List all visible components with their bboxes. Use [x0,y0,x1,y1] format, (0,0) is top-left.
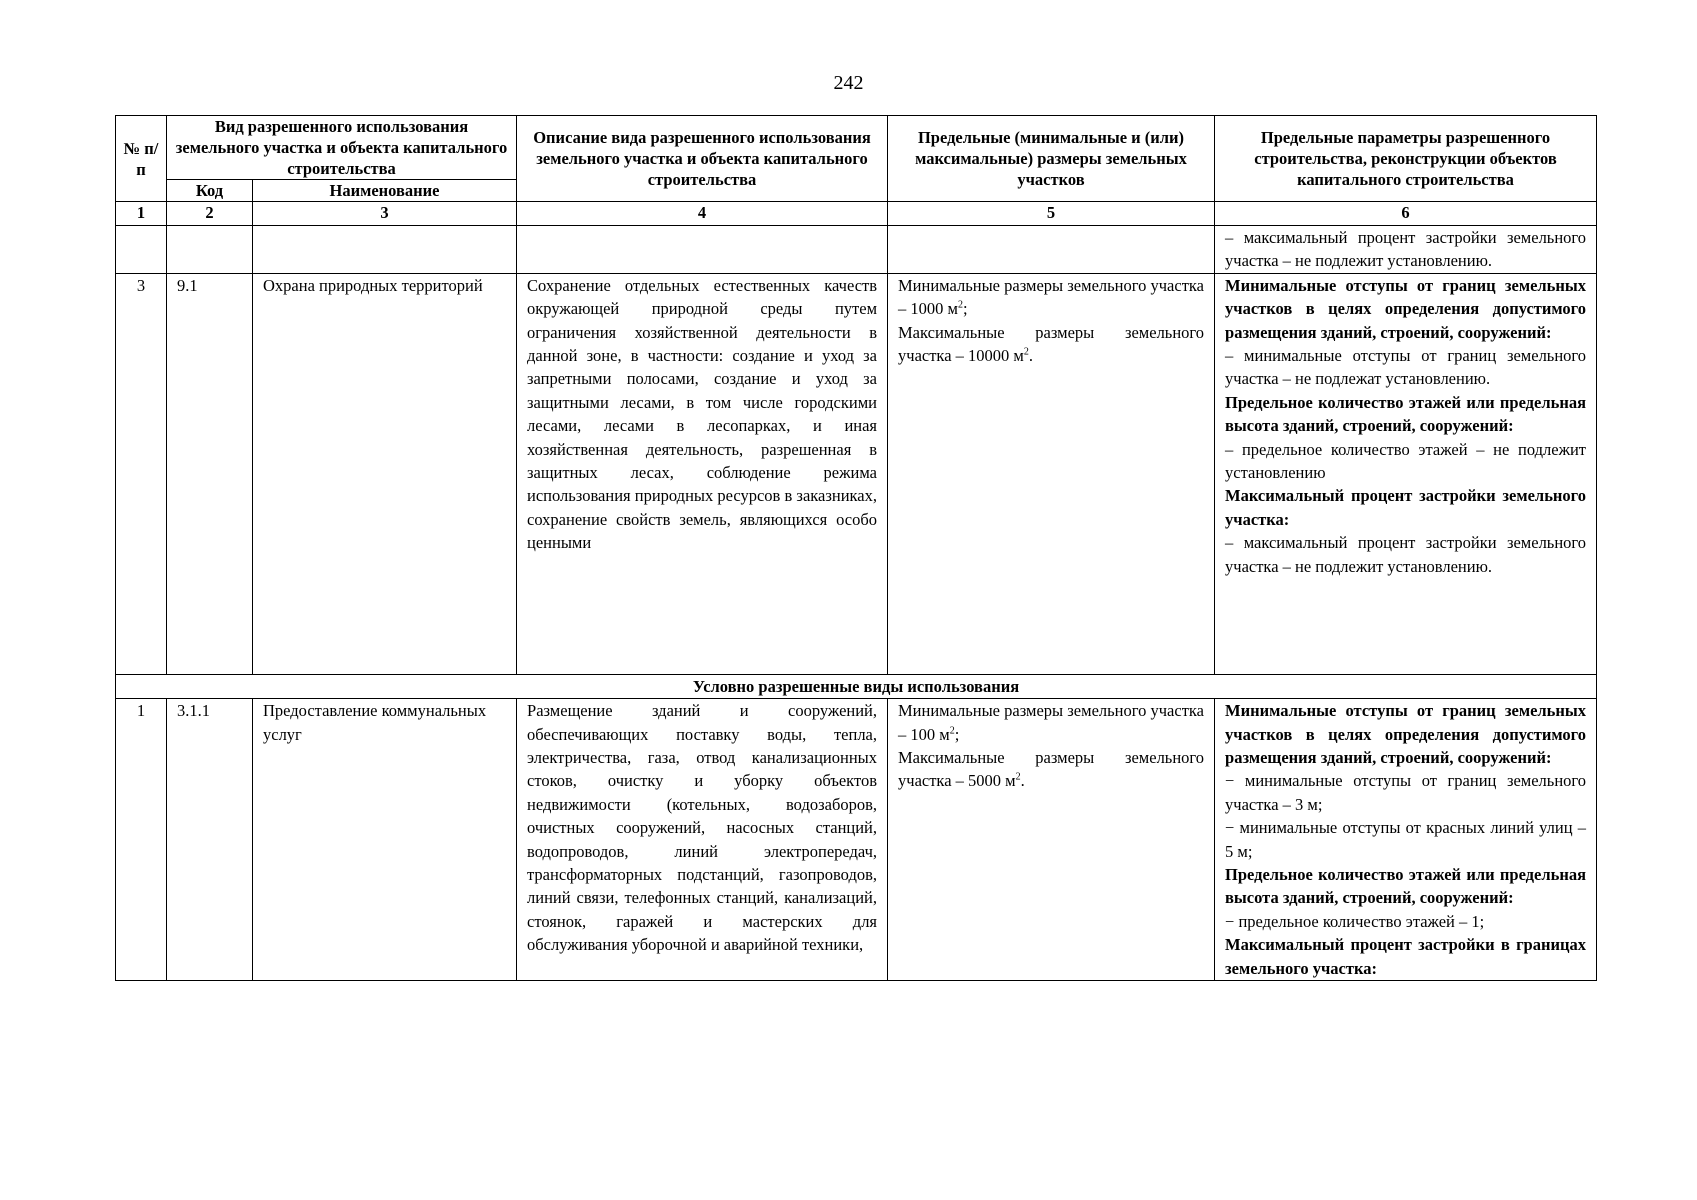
cell-description: Сохранение отдельных естественных качеств окружающей природной среды путем ограничения хозяйственной деятельности в данной зоне, в частности: создание и уход за запретными полосами, создание и уход за защитными лесами, в том числе городскими лесами, лесами в лесопарках, и иная хозяйственная деятельность, разрешенная в защитных лесах, соблюдение режима использования природных ресурсов в заказниках, сохранение свойств земель, являющихся особо ценными [517,273,888,674]
header-num: № п/п [116,116,167,202]
header-code: Код [167,180,253,202]
cell-code: 3.1.1 [167,699,253,981]
cell-name: Охрана природных территорий [253,273,517,674]
cell-name [253,226,517,274]
size-max: Максимальные размеры земельного участка – 5000 $м^2$. [898,748,1205,791]
table-row [116,699,1597,981]
column-number: 1 [116,202,167,226]
table-row [116,273,1597,674]
cell-num: 1 [116,699,167,981]
cell-params [1215,699,1597,981]
page-number: 242 [833,72,864,94]
cell-description [517,226,888,274]
cell-num: 3 [116,273,167,674]
param-text: – максимальный процент застройки земельного участка – не подлежит установлению. [1225,533,1587,576]
cell-sizes [888,699,1215,981]
column-number: 5 [888,202,1215,226]
size-min: Минимальные размеры земельного участка – 100 $м^2$; [898,701,1205,744]
table-row [116,226,1597,274]
param-heading: Предельное количество этажей или предельная высота зданий, строений, сооружений: [1225,392,1587,436]
size-min: Минимальные размеры земельного участка – 1000 $м^2$; [898,275,1205,319]
section-title: Условно разрешенные виды использования [116,674,1597,698]
section-row [116,674,1597,698]
param-text: − минимальные отступы от красных линий улиц – 5 м; [1225,818,1587,861]
column-number: 3 [253,202,517,226]
header-plot-sizes: Предельные (минимальные и (или) максимальные) размеры земельных участков [888,116,1215,202]
header-construction-params: Предельные параметры разрешенного строительства, реконструкции объектов капитального строительства [1215,116,1597,202]
column-number: 4 [517,202,888,226]
header-row-top [116,116,1597,180]
land-use-regulations-table [115,115,1597,981]
cell-params [1215,273,1597,674]
header-description: Описание вида разрешенного использования земельного участка и объекта капитального строительства [517,116,888,202]
cell-sizes [888,273,1215,674]
param-text: – минимальные отступы от границ земельного участка – не подлежат установлению. [1225,346,1587,389]
cell-code: 9.1 [167,273,253,674]
param-heading: Минимальные отступы от границ земельных участков в целях определения допустимого размещения зданий, строений, сооружений: [1225,701,1587,768]
cell-description: Размещение зданий и сооружений, обеспечивающих поставку воды, тепла, электричества, газа, отвод канализационных стоков, очистку и уборку объектов недвижимости (котельных, водозаборов, очистных сооружений, насосных станций, водопроводов, линий электропередач, трансформаторных подстанций, газопроводов, линий связи, телефонных станций, канализаций, стоянок, гаражей и мастерских для обслуживания уборочной и аварийной техники, [517,699,888,981]
cell-params: – максимальный процент застройки земельного участка – не подлежит установлению. [1215,226,1597,274]
param-heading: Максимальный процент застройки в границах земельного участка: [1225,935,1587,978]
param-text: − предельное количество этажей – 1; [1225,911,1485,931]
param-text: – предельное количество этажей – не подлежит установлению [1225,439,1587,483]
param-heading: Предельное количество этажей или предельная высота зданий, строений, сооружений: [1225,865,1587,908]
column-number: 2 [167,202,253,226]
param-heading: Минимальные отступы от границ земельных участков в целях определения допустимого размещения зданий, строений, сооружений: [1225,275,1587,342]
cell-code [167,226,253,274]
column-number: 6 [1215,202,1597,226]
param-text: − минимальные отступы от границ земельного участка – 3 м; [1225,771,1587,814]
cell-sizes [888,226,1215,274]
column-numbers-row [116,202,1597,226]
cell-name: Предоставление коммунальных услуг [253,699,517,981]
header-name: Наименование [253,180,517,202]
header-use-type: Вид разрешенного использования земельного участка и объекта капитального строительства [167,116,517,180]
size-max: Максимальные размеры земельного участка – 10000 $м^2$. [898,322,1205,366]
cell-num [116,226,167,274]
param-heading: Максимальный процент застройки земельного участка: [1225,486,1587,529]
